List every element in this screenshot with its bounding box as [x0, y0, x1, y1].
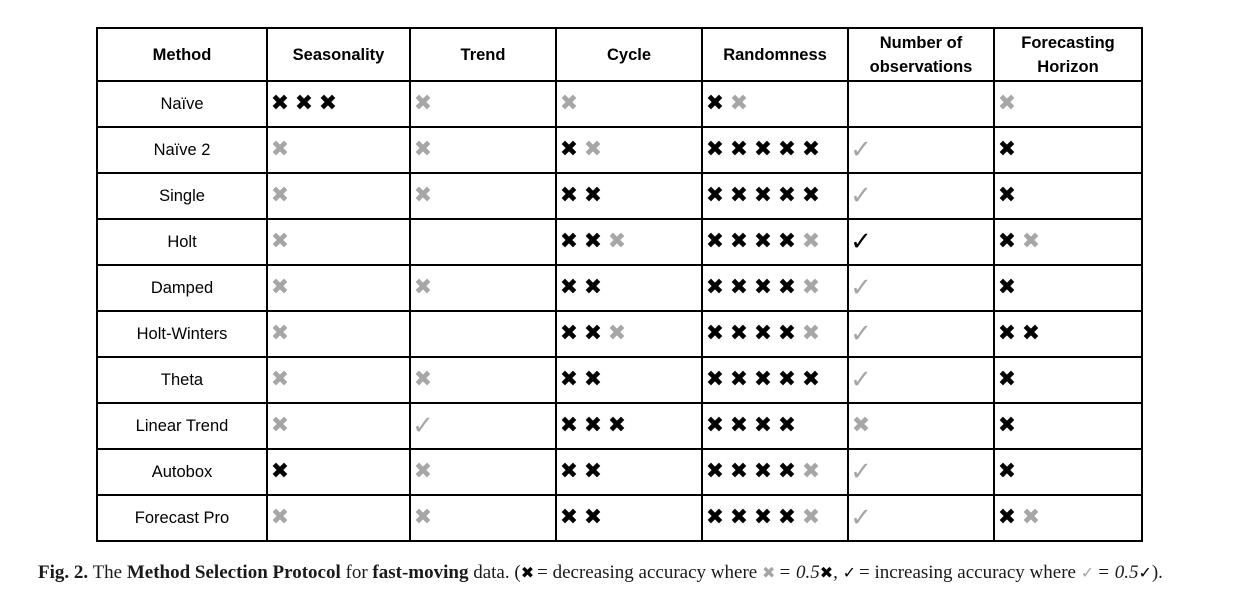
cross-icon: ✖ [559, 91, 579, 116]
cross-icon: ✖ [583, 413, 603, 438]
cross-icon: ✖ [1021, 229, 1041, 254]
cell-trend [410, 495, 556, 541]
check-icon: ✓ [842, 563, 857, 582]
cell-seasonality [267, 449, 410, 495]
cell-cycle [556, 265, 702, 311]
cross-icon: ✖ [997, 229, 1017, 254]
cross-icon: ✖ [559, 367, 579, 392]
cell-randomness [702, 357, 848, 403]
caption-text: data. ( [473, 562, 521, 583]
cell-forecasting-horizon [994, 495, 1142, 541]
cross-icon: ✖ [583, 459, 603, 484]
cross-icon: ✖ [997, 413, 1017, 438]
cross-icon: ✖ [270, 413, 290, 438]
cell-seasonality [267, 265, 410, 311]
cell-cycle [556, 357, 702, 403]
cell-randomness [702, 265, 848, 311]
cell-forecasting-horizon [994, 127, 1142, 173]
cell-number-of-observations [848, 219, 994, 265]
cross-icon: ✖ [801, 321, 821, 346]
caption-bold: fast-moving [372, 562, 469, 583]
cross-icon: ✖ [761, 563, 776, 582]
check-icon: ✓ [850, 181, 872, 211]
table-body [97, 81, 1142, 541]
cross-icon: ✖ [777, 413, 797, 438]
header-cycle: Cycle [556, 28, 702, 81]
cell-cycle [556, 127, 702, 173]
cross-icon: ✖ [559, 137, 579, 162]
cross-icon: ✖ [729, 505, 749, 530]
method-name: Autobox [97, 449, 267, 495]
table-row [97, 173, 1142, 219]
cross-icon: ✖ [705, 91, 725, 116]
cell-forecasting-horizon [994, 311, 1142, 357]
caption-bold: Method Selection Protocol [126, 562, 341, 583]
table-row [97, 219, 1142, 265]
method-selection-table [96, 27, 1143, 542]
cross-icon: ✖ [583, 321, 603, 346]
cross-icon: ✖ [753, 183, 773, 208]
caption-text: , [833, 562, 838, 583]
cell-number-of-observations [848, 357, 994, 403]
cross-icon: ✖ [729, 137, 749, 162]
caption-text: for [345, 562, 368, 583]
cell-randomness [702, 495, 848, 541]
cell-forecasting-horizon [994, 449, 1142, 495]
header-row [97, 28, 1142, 81]
cross-icon: ✖ [777, 321, 797, 346]
cell-randomness [702, 127, 848, 173]
header-method: Method [97, 28, 267, 81]
cross-icon: ✖ [997, 91, 1017, 116]
cross-icon: ✖ [777, 505, 797, 530]
cross-icon: ✖ [413, 275, 433, 300]
cross-icon: ✖ [753, 367, 773, 392]
cross-icon: ✖ [705, 229, 725, 254]
cell-trend [410, 81, 556, 127]
table-row [97, 403, 1142, 449]
cross-icon: ✖ [801, 183, 821, 208]
cross-icon: ✖ [997, 137, 1017, 162]
cross-icon: ✖ [270, 91, 290, 116]
cross-icon: ✖ [729, 275, 749, 300]
caption-label: Fig. 2. [38, 562, 89, 583]
table-row [97, 127, 1142, 173]
cell-randomness [702, 449, 848, 495]
method-name: Linear Trend [97, 403, 267, 449]
table-row [97, 265, 1142, 311]
cross-icon: ✖ [413, 367, 433, 392]
cross-icon: ✖ [705, 321, 725, 346]
cross-icon: ✖ [753, 413, 773, 438]
figure-caption [38, 562, 1218, 584]
cell-seasonality [267, 403, 410, 449]
cell-cycle [556, 219, 702, 265]
cell-trend [410, 219, 556, 265]
cross-icon: ✖ [729, 183, 749, 208]
cross-icon: ✖ [997, 321, 1017, 346]
cross-icon: ✖ [753, 321, 773, 346]
cross-icon: ✖ [270, 459, 290, 484]
check-icon: ✓ [850, 135, 872, 165]
cell-number-of-observations [848, 311, 994, 357]
cell-cycle [556, 173, 702, 219]
method-name: Damped [97, 265, 267, 311]
cell-number-of-observations [848, 173, 994, 219]
method-name: Holt [97, 219, 267, 265]
cross-icon: ✖ [413, 91, 433, 116]
cell-cycle [556, 449, 702, 495]
cross-icon: ✖ [270, 367, 290, 392]
cell-number-of-observations [848, 127, 994, 173]
cross-icon: ✖ [413, 137, 433, 162]
cell-seasonality [267, 173, 410, 219]
cross-icon: ✖ [318, 91, 338, 116]
cross-icon: ✖ [997, 183, 1017, 208]
cell-randomness [702, 81, 848, 127]
cross-icon: ✖ [705, 183, 725, 208]
cross-icon: ✖ [705, 137, 725, 162]
cross-icon: ✖ [997, 275, 1017, 300]
cell-number-of-observations [848, 403, 994, 449]
cross-icon: ✖ [559, 321, 579, 346]
cell-seasonality [267, 495, 410, 541]
cross-icon: ✖ [413, 505, 433, 530]
cross-icon: ✖ [270, 275, 290, 300]
cell-cycle [556, 403, 702, 449]
table-row [97, 81, 1142, 127]
cross-icon: ✖ [559, 459, 579, 484]
method-name: Naïve 2 [97, 127, 267, 173]
cross-icon: ✖ [705, 505, 725, 530]
cross-icon: ✖ [413, 459, 433, 484]
cell-forecasting-horizon [994, 81, 1142, 127]
cross-icon: ✖ [583, 367, 603, 392]
table-row [97, 495, 1142, 541]
cross-icon: ✖ [777, 367, 797, 392]
cell-cycle [556, 81, 702, 127]
cross-icon: ✖ [777, 183, 797, 208]
caption-text: = increasing accuracy where [859, 562, 1076, 583]
cross-icon: ✖ [583, 505, 603, 530]
cross-icon: ✖ [729, 459, 749, 484]
cross-icon: ✖ [819, 563, 834, 582]
cell-trend [410, 403, 556, 449]
cross-icon: ✖ [413, 183, 433, 208]
check-icon: ✓ [850, 319, 872, 349]
cross-icon: ✖ [997, 367, 1017, 392]
cell-randomness [702, 219, 848, 265]
header-forecasting-horizon: Forecasting Horizon [994, 28, 1142, 81]
caption-text: = 0.5 [1097, 562, 1139, 583]
cross-icon: ✖ [705, 275, 725, 300]
cell-randomness [702, 403, 848, 449]
cell-number-of-observations [848, 495, 994, 541]
cell-seasonality [267, 81, 410, 127]
cross-icon: ✖ [559, 275, 579, 300]
check-icon: ✓ [1080, 563, 1095, 582]
cross-icon: ✖ [997, 459, 1017, 484]
method-name: Theta [97, 357, 267, 403]
cell-forecasting-horizon [994, 357, 1142, 403]
cell-forecasting-horizon [994, 265, 1142, 311]
caption-text: The [92, 562, 123, 583]
cross-icon: ✖ [705, 459, 725, 484]
check-icon: ✓ [850, 457, 872, 487]
cross-icon: ✖ [753, 505, 773, 530]
cross-icon: ✖ [801, 459, 821, 484]
cross-icon: ✖ [270, 505, 290, 530]
cross-icon: ✖ [801, 137, 821, 162]
cross-icon: ✖ [997, 505, 1017, 530]
cross-icon: ✖ [729, 367, 749, 392]
cell-trend [410, 311, 556, 357]
cross-icon: ✖ [270, 229, 290, 254]
cross-icon: ✖ [1021, 505, 1041, 530]
cross-icon: ✖ [583, 229, 603, 254]
cell-cycle [556, 311, 702, 357]
table-row [97, 311, 1142, 357]
header-randomness: Randomness [702, 28, 848, 81]
caption-text: = 0.5 [778, 562, 820, 583]
cross-icon: ✖ [270, 321, 290, 346]
cross-icon: ✖ [729, 91, 749, 116]
cell-trend [410, 357, 556, 403]
cross-icon: ✖ [559, 183, 579, 208]
cross-icon: ✖ [777, 137, 797, 162]
cross-icon: ✖ [777, 275, 797, 300]
cell-number-of-observations [848, 265, 994, 311]
cross-icon: ✖ [801, 229, 821, 254]
check-icon: ✓ [850, 365, 872, 395]
cell-trend [410, 265, 556, 311]
cell-cycle [556, 495, 702, 541]
cell-randomness [702, 311, 848, 357]
check-icon: ✓ [412, 411, 434, 441]
cross-icon: ✖ [801, 275, 821, 300]
cross-icon: ✖ [801, 505, 821, 530]
header-seasonality: Seasonality [267, 28, 410, 81]
method-name: Holt-Winters [97, 311, 267, 357]
cell-seasonality [267, 357, 410, 403]
cross-icon: ✖ [729, 413, 749, 438]
check-icon: ✓ [1138, 563, 1152, 582]
cross-icon: ✖ [705, 367, 725, 392]
cross-icon: ✖ [607, 413, 627, 438]
table-row [97, 449, 1142, 495]
method-name: Naïve [97, 81, 267, 127]
method-name: Forecast Pro [97, 495, 267, 541]
cross-icon: ✖ [270, 137, 290, 162]
check-icon: ✓ [850, 227, 872, 257]
cross-icon: ✖ [559, 413, 579, 438]
cross-icon: ✖ [583, 183, 603, 208]
table-row [97, 357, 1142, 403]
cross-icon: ✖ [801, 367, 821, 392]
cell-number-of-observations [848, 449, 994, 495]
cell-seasonality [267, 219, 410, 265]
check-icon: ✓ [850, 273, 872, 303]
cross-icon: ✖ [559, 229, 579, 254]
cell-forecasting-horizon [994, 403, 1142, 449]
cross-icon: ✖ [294, 91, 314, 116]
cell-trend [410, 173, 556, 219]
cell-forecasting-horizon [994, 219, 1142, 265]
cross-icon: ✖ [753, 459, 773, 484]
cross-icon: ✖ [607, 229, 627, 254]
check-icon: ✓ [850, 503, 872, 533]
cell-randomness [702, 173, 848, 219]
cross-icon: ✖ [1021, 321, 1041, 346]
cross-icon: ✖ [753, 275, 773, 300]
cell-forecasting-horizon [994, 173, 1142, 219]
cross-icon: ✖ [753, 229, 773, 254]
cross-icon: ✖ [583, 275, 603, 300]
header-number-of-observations: Number of observations [848, 28, 994, 81]
cross-icon: ✖ [607, 321, 627, 346]
cross-icon: ✖ [851, 413, 871, 438]
cross-icon: ✖ [777, 459, 797, 484]
cross-icon: ✖ [753, 137, 773, 162]
caption-text: ). [1151, 562, 1163, 583]
cell-trend [410, 449, 556, 495]
cross-icon: ✖ [729, 321, 749, 346]
cell-seasonality [267, 311, 410, 357]
cell-trend [410, 127, 556, 173]
header-trend: Trend [410, 28, 556, 81]
cross-icon: ✖ [583, 137, 603, 162]
cross-icon: ✖ [270, 183, 290, 208]
cross-icon: ✖ [777, 229, 797, 254]
cell-seasonality [267, 127, 410, 173]
method-name: Single [97, 173, 267, 219]
cross-icon: ✖ [705, 413, 725, 438]
cell-number-of-observations [848, 81, 994, 127]
cross-icon: ✖ [559, 505, 579, 530]
cross-icon: ✖ [520, 563, 535, 582]
caption-text: = decreasing accuracy where [537, 562, 758, 583]
cross-icon: ✖ [729, 229, 749, 254]
